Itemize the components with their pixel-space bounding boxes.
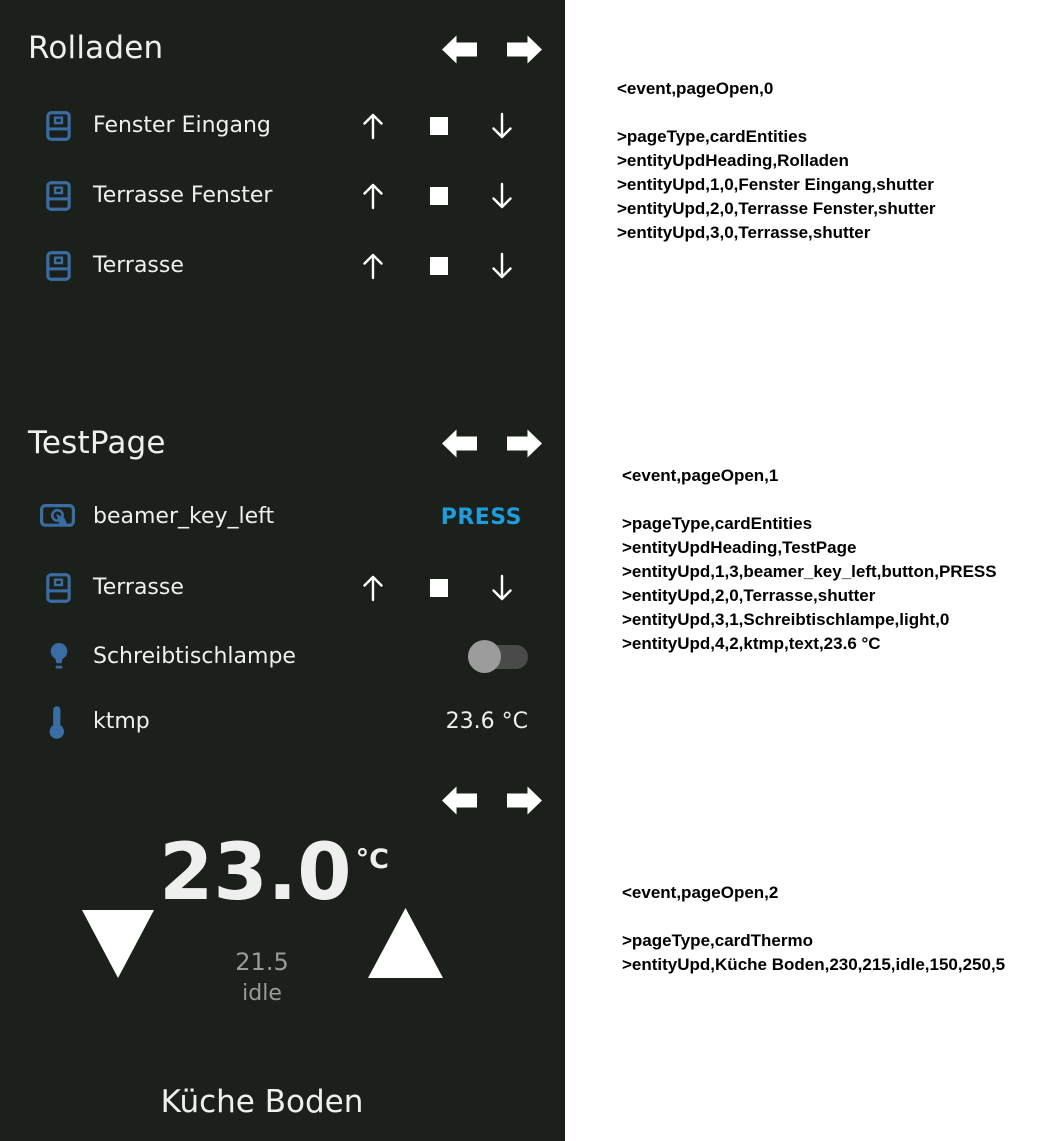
arrow-left-icon <box>441 33 478 66</box>
log-line: >pageType,cardThermo <box>622 931 813 950</box>
press-button[interactable]: PRESS <box>435 497 528 539</box>
entity-row <box>0 497 565 537</box>
entity-label: Terrasse <box>93 575 184 600</box>
stop-square-icon <box>430 579 448 597</box>
thermometer-icon <box>48 705 66 740</box>
log-line: >pageType,cardEntities <box>617 127 808 146</box>
log-block-page2 <box>622 881 1045 977</box>
down-arrow-icon <box>489 573 515 603</box>
light-toggle[interactable] <box>468 640 530 673</box>
log-line: >entityUpd,Küche Boden,230,215,idle,150,250,5 <box>622 955 1006 974</box>
shutter-icon <box>46 110 71 142</box>
stop-square-icon <box>430 187 448 205</box>
entity-label: ktmp <box>93 709 150 734</box>
shutter-up-button[interactable] <box>355 176 391 216</box>
page-next-button[interactable] <box>506 33 543 66</box>
log-block-page0 <box>617 77 1040 245</box>
current-temp-value: 23.0 <box>159 828 352 918</box>
temp-unit: °C <box>355 844 389 875</box>
log-line: >entityUpdHeading,TestPage <box>622 538 857 557</box>
shutter-down-button[interactable] <box>484 568 520 608</box>
page-next-button[interactable] <box>506 427 543 460</box>
shutter-stop-button[interactable] <box>421 176 457 216</box>
down-arrow-icon <box>489 251 515 281</box>
entity-row <box>0 637 565 677</box>
setpoint-temperature: 21.5 <box>235 948 289 976</box>
entity-label: Schreibtischlampe <box>93 644 296 669</box>
log-block-page1 <box>622 464 1045 656</box>
up-arrow-icon <box>360 111 386 141</box>
page-title: Rolladen <box>28 30 164 66</box>
entity-label: Terrasse <box>93 253 184 278</box>
stop-square-icon <box>430 117 448 135</box>
log-line: >pageType,cardEntities <box>622 514 813 533</box>
log-line: >entityUpd,3,0,Terrasse,shutter <box>617 223 871 242</box>
arrow-right-icon <box>506 784 543 817</box>
page-next-button[interactable] <box>506 784 543 817</box>
temperature-value: 23.6 °C <box>445 709 528 734</box>
shutter-icon <box>46 180 71 212</box>
shutter-down-button[interactable] <box>484 176 520 216</box>
toggle-knob <box>468 640 501 673</box>
touch-button-icon <box>40 501 75 533</box>
arrow-right-icon <box>506 427 543 460</box>
log-line: <event,pageOpen,1 <box>622 466 779 485</box>
shutter-icon <box>46 250 71 282</box>
page-prev-button[interactable] <box>441 784 478 817</box>
shutter-up-button[interactable] <box>355 246 391 286</box>
down-arrow-icon <box>489 111 515 141</box>
entity-label: Fenster Eingang <box>93 113 271 138</box>
log-line: >entityUpd,3,1,Schreibtischlampe,light,0 <box>622 610 950 629</box>
entity-row <box>0 176 565 216</box>
arrow-right-icon <box>506 33 543 66</box>
page-prev-button[interactable] <box>441 33 478 66</box>
card-testpage <box>0 398 565 770</box>
log-line: >entityUpd,4,2,ktmp,text,23.6 °C <box>622 634 881 653</box>
stop-square-icon <box>430 257 448 275</box>
log-line: >entityUpd,2,0,Terrasse Fenster,shutter <box>617 199 936 218</box>
shutter-up-button[interactable] <box>355 568 391 608</box>
shutter-stop-button[interactable] <box>421 106 457 146</box>
entity-row <box>0 568 565 608</box>
entity-row <box>0 702 565 742</box>
log-line: >entityUpd,1,0,Fenster Eingang,shutter <box>617 175 934 194</box>
shutter-down-button[interactable] <box>484 106 520 146</box>
up-arrow-icon <box>360 251 386 281</box>
thermo-title: Küche Boden <box>160 1084 364 1120</box>
log-line: <event,pageOpen,0 <box>617 79 774 98</box>
shutter-up-button[interactable] <box>355 106 391 146</box>
entity-row <box>0 106 565 146</box>
current-temperature <box>0 828 548 918</box>
shutter-stop-button[interactable] <box>421 246 457 286</box>
log-line: >entityUpd,1,3,beamer_key_left,button,PRESS <box>622 562 997 581</box>
hvac-status: idle <box>242 981 282 1006</box>
log-line: >entityUpd,2,0,Terrasse,shutter <box>622 586 876 605</box>
shutter-stop-button[interactable] <box>421 568 457 608</box>
log-line <box>622 905 1045 929</box>
log-line <box>617 101 1040 125</box>
shutter-icon <box>46 572 71 604</box>
lightbulb-icon <box>48 641 70 674</box>
entity-row <box>0 246 565 286</box>
shutter-down-button[interactable] <box>484 246 520 286</box>
log-line <box>622 488 1045 512</box>
arrow-left-icon <box>441 427 478 460</box>
log-line: >entityUpdHeading,Rolladen <box>617 151 849 170</box>
up-arrow-icon <box>360 181 386 211</box>
page-title: TestPage <box>28 425 166 461</box>
page-prev-button[interactable] <box>441 427 478 460</box>
down-arrow-icon <box>489 181 515 211</box>
log-line: <event,pageOpen,2 <box>622 883 779 902</box>
card-thermo <box>0 770 565 1141</box>
arrow-left-icon <box>441 784 478 817</box>
card-rolladen <box>0 0 565 398</box>
entity-label: Terrasse Fenster <box>93 183 273 208</box>
entity-label: beamer_key_left <box>93 504 275 529</box>
up-arrow-icon <box>360 573 386 603</box>
